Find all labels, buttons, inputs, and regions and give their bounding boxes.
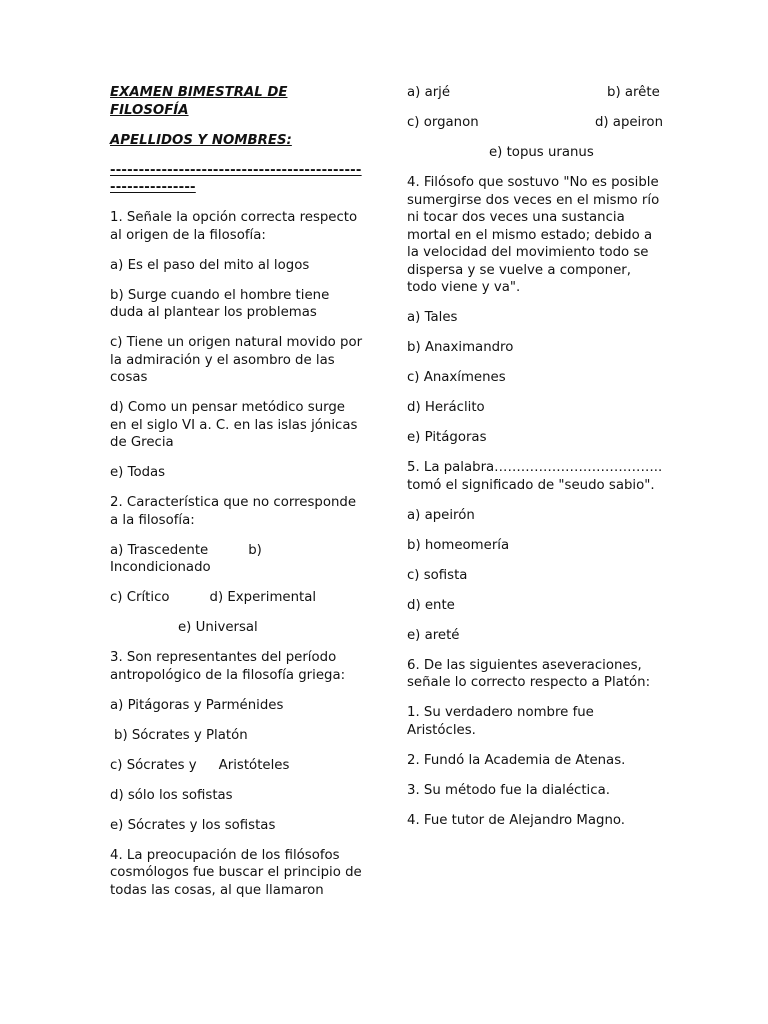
question-6: 6. De las siguientes aseveraciones, señale lo correcto respecto a Platón: <box>407 657 651 690</box>
q1-option-e: e) Todas <box>110 465 166 480</box>
q2-option-d: d) Experimental <box>209 590 317 605</box>
q6-statement-2: 2. Fundó la Academia de Atenas. <box>407 752 626 768</box>
q4a-option-b: b) arête <box>607 85 660 100</box>
question-2: 2. Característica que no corresponde a la filosofía: <box>110 495 356 528</box>
q4b-option-d: d) Heráclito <box>407 400 485 415</box>
q1-option-a: a) Es el paso del mito al logos <box>110 257 310 273</box>
exam-title: EXAMEN BIMESTRAL DE FILOSOFÍA <box>110 85 288 118</box>
q2-option-a: a) Trascedente <box>110 542 209 558</box>
q3-option-d: d) sólo los sofistas <box>110 787 233 803</box>
q3-option-c <box>110 757 365 775</box>
q4a-options-cd <box>407 114 663 132</box>
q5-option-e: e) areté <box>407 627 460 643</box>
q4b-option-a: a) Tales <box>407 310 458 325</box>
q4b-option-e: e) Pitágoras <box>407 430 487 445</box>
q5-option-a: a) apeirón <box>407 507 475 523</box>
q4a-options-ab <box>407 84 663 102</box>
q4b-option-b: b) Anaximandro <box>407 340 514 355</box>
q5-option-d: d) ente <box>407 597 455 613</box>
q6-statement-4: 4. Fue tutor de Alejandro Magno. <box>407 812 626 828</box>
q1-option-b: b) Surge cuando el hombre tiene duda al plantear los problemas <box>110 287 330 320</box>
q3-option-c-part2: Aristóteles <box>218 757 290 773</box>
q2-option-e: e) Universal <box>178 620 258 635</box>
q4a-option-e: e) topus uranus <box>489 145 594 160</box>
q2-options-ab <box>110 542 365 577</box>
left-column <box>110 84 365 912</box>
q4b-option-c: c) Anaxímenes <box>407 370 506 385</box>
q1-option-c: c) Tiene un origen natural movido por la admiración y el asombro de las cosas <box>110 335 363 385</box>
question-1: 1. Señale la opción correcta respecto al origen de la filosofía: <box>110 210 358 243</box>
q6-statement-1: 1. Su verdadero nombre fue Aristócles. <box>407 705 594 738</box>
q3-option-a: a) Pitágoras y Parménides <box>110 697 284 713</box>
question-5: 5. La palabra……………………………….. tomó el significado de "seudo sabio". <box>407 460 663 493</box>
q3-option-b: b) Sócrates y Platón <box>114 727 248 743</box>
question-3: 3. Son representantes del período antropológico de la filosofía griega: <box>110 650 346 683</box>
q4a-option-c: c) organon <box>407 115 479 130</box>
q3-option-e: e) Sócrates y los sofistas <box>110 817 276 833</box>
q3-option-c-part1: c) Sócrates y <box>110 757 197 773</box>
q4a-option-d: d) apeiron <box>594 115 663 130</box>
q5-option-c: c) sofista <box>407 567 468 583</box>
question-4-cosmologos: 4. La preocupación de los filósofos cosmólogos fue buscar el principio de todas las cosas, al que llamaron <box>110 847 362 898</box>
q2-option-b: b) Incondicionado <box>110 542 262 575</box>
q5-option-b: b) homeomería <box>407 537 510 553</box>
q4a-option-a: a) arjé <box>407 85 451 100</box>
q6-statement-3: 3. Su método fue la dialéctica. <box>407 782 610 798</box>
q1-option-d: d) Como un pensar metódico surge en el siglo VI a. C. en las islas jónicas de Grecia <box>110 400 358 450</box>
question-4-heraclito: 4. Filósofo que sostuvo "No es posible sumergirse dos veces en el mismo río ni tocar dos veces una sustancia mortal en el mismo estado; debido a la velocidad del movimiento todo se dispersa y se vuelve a componer, todo viene y va". <box>407 175 660 295</box>
q2-options-cd <box>110 589 365 607</box>
name-label: APELLIDOS Y NOMBRES: <box>110 132 292 148</box>
right-column <box>407 84 663 842</box>
name-blank-line: ----------------------------------------------------------- <box>110 162 362 195</box>
q2-option-c: c) Crítico <box>110 590 170 605</box>
